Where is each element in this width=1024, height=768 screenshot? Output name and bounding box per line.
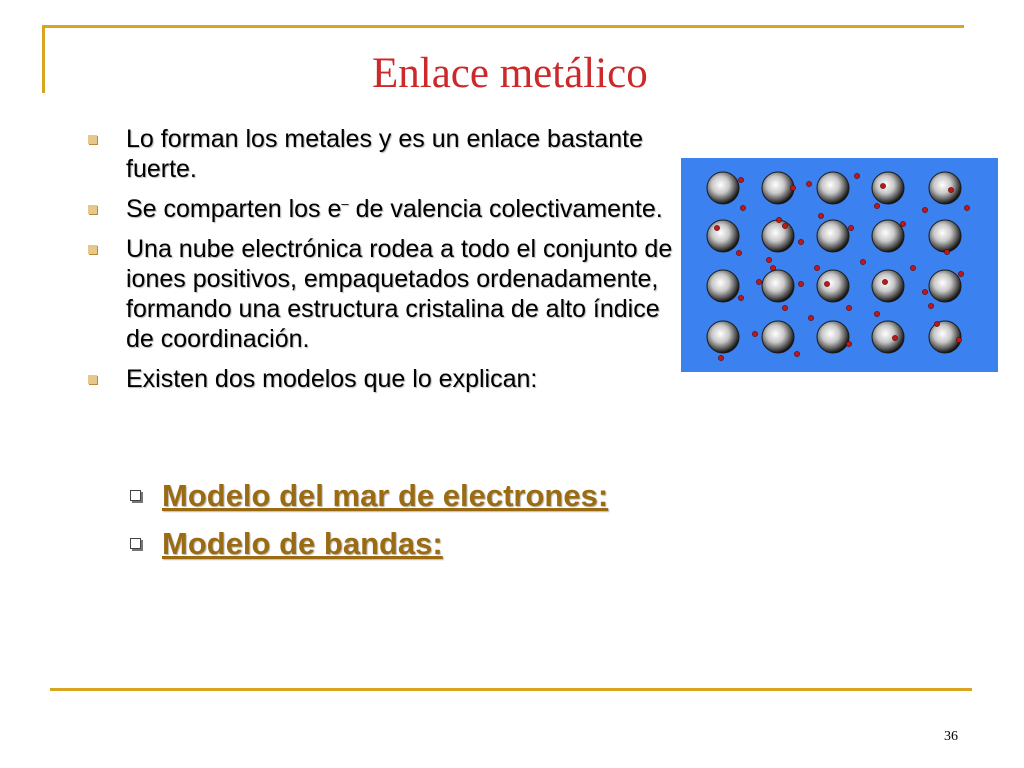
ion <box>707 270 739 302</box>
electron <box>740 205 745 210</box>
electron <box>964 205 969 210</box>
electron <box>738 177 743 182</box>
electron <box>794 351 799 356</box>
link-sea-of-electrons-model[interactable]: Modelo del mar de electrones: <box>162 478 609 513</box>
bullet-text-before: Se comparten los e <box>126 195 342 223</box>
page-number: 36 <box>944 729 958 744</box>
bullet-text <box>126 195 663 223</box>
ion <box>762 172 794 204</box>
electron <box>880 183 885 188</box>
bullet-item <box>86 364 686 394</box>
electron <box>846 305 851 310</box>
ion <box>762 321 794 353</box>
electron <box>892 335 897 340</box>
electron <box>766 257 771 262</box>
electron <box>934 321 939 326</box>
electron <box>776 217 781 222</box>
ion <box>872 321 904 353</box>
square-bullet-icon <box>88 245 97 254</box>
electron <box>782 223 787 228</box>
ion <box>929 220 961 252</box>
electron <box>718 355 723 360</box>
electron <box>944 249 949 254</box>
square-bullet-icon <box>88 205 97 214</box>
ion <box>872 270 904 302</box>
ion <box>817 321 849 353</box>
electron <box>958 271 963 276</box>
ion <box>817 172 849 204</box>
electron <box>790 185 795 190</box>
electron <box>782 305 787 310</box>
square-bullet-icon <box>88 375 97 384</box>
frame-top-line <box>42 25 964 28</box>
electron <box>860 259 865 264</box>
bullet-text: Lo forman los metales y es un enlace bastante fuerte. <box>126 125 643 183</box>
frame-bottom-line <box>50 688 972 691</box>
ion <box>929 172 961 204</box>
electron <box>714 225 719 230</box>
electron <box>854 173 859 178</box>
electron <box>846 341 851 346</box>
electron <box>910 265 915 270</box>
checkbox-bullet-icon <box>130 538 141 549</box>
ion <box>707 321 739 353</box>
electron <box>882 279 887 284</box>
square-bullet-icon <box>88 135 97 144</box>
ion <box>929 270 961 302</box>
ion <box>707 220 739 252</box>
electron <box>736 250 741 255</box>
ion <box>872 220 904 252</box>
electron <box>922 207 927 212</box>
bullet-list <box>86 124 686 404</box>
slide-title: Enlace metálico <box>372 50 648 97</box>
frame-left-line <box>42 25 45 93</box>
metallic-lattice-illustration <box>681 158 998 372</box>
electron <box>956 337 961 342</box>
ion <box>929 321 961 353</box>
bullet-item <box>86 194 686 224</box>
ion <box>762 220 794 252</box>
ion <box>707 172 739 204</box>
ion <box>817 270 849 302</box>
link-band-model[interactable]: Modelo de bandas: <box>162 526 443 561</box>
electron <box>928 303 933 308</box>
ion <box>817 220 849 252</box>
electron <box>824 281 829 286</box>
electron <box>806 181 811 186</box>
electron <box>756 279 761 284</box>
electron <box>948 187 953 192</box>
electron <box>752 331 757 336</box>
electron <box>798 281 803 286</box>
electron <box>900 221 905 226</box>
ion <box>872 172 904 204</box>
bullet-text: Existen dos modelos que lo explican: <box>126 365 538 393</box>
electron <box>814 265 819 270</box>
electron <box>818 213 823 218</box>
sub-bullet-item <box>128 478 608 526</box>
bullet-text: Una nube electrónica rodea a todo el conjunto de iones positivos, empaquetados ordenadamente, formando una estructura cristalina de alto índice de coordinación. <box>126 235 673 353</box>
electron <box>808 315 813 320</box>
bullet-item <box>86 124 686 184</box>
electron <box>798 239 803 244</box>
bullet-text-after: de valencia colectivamente. <box>348 195 663 223</box>
sub-bullet-list <box>128 478 608 574</box>
ion <box>762 270 794 302</box>
checkbox-bullet-icon <box>130 490 141 501</box>
electron <box>738 295 743 300</box>
bullet-item <box>86 234 686 354</box>
electron-charge-superscript: – <box>341 196 349 211</box>
electron <box>922 289 927 294</box>
electron <box>874 311 879 316</box>
sub-bullet-item <box>128 526 608 574</box>
electron <box>770 265 775 270</box>
electron <box>848 225 853 230</box>
electron <box>874 203 879 208</box>
